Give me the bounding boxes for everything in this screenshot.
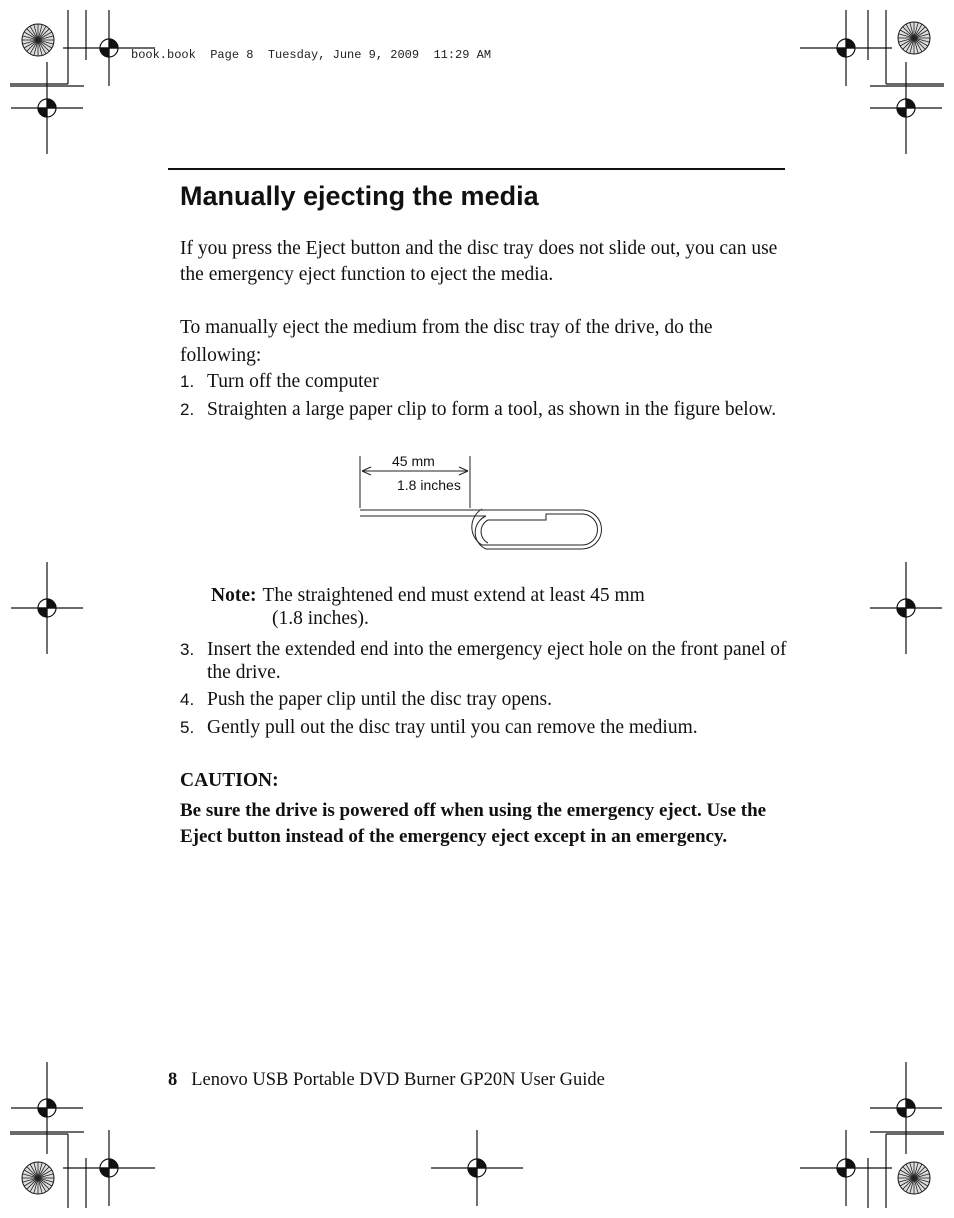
dimension-mm-label: 45 mm [392, 453, 435, 469]
step-text: Insert the extended end into the emergency eject hole on the front panel of the drive. [207, 639, 787, 683]
dimension-inches-label: 1.8 inches [397, 477, 461, 493]
note-block [211, 582, 771, 609]
note-text: The straightened end must extend at least 45 mm [262, 585, 645, 606]
paper-clip-figure [356, 452, 606, 554]
step-text: Gently pull out the disc tray until you can remove the medium. [207, 717, 698, 738]
step-text: Turn off the computer [207, 371, 379, 392]
step-number: 4. [180, 690, 195, 709]
note-text-continued: (1.8 inches). [272, 608, 369, 629]
caution-text: Be sure the drive is powered off when using the emergency eject. Use the Eject button instead of the emergency eject except in an emergency. [180, 800, 767, 847]
intro-paragraph: If you press the Eject button and the disc tray does not slide out, you can use the emergency eject function to eject the media. [180, 238, 778, 285]
step-number: 5. [180, 718, 195, 737]
step-text: Push the paper clip until the disc tray opens. [207, 689, 552, 710]
step-number: 2. [180, 400, 195, 419]
footer-title: Lenovo USB Portable DVD Burner GP20N User Guide [191, 1070, 605, 1090]
step-text: Straighten a large paper clip to form a tool, as shown in the figure below. [207, 399, 777, 420]
page-number: 8 [168, 1070, 178, 1090]
page-title: Manually ejecting the media [180, 181, 539, 211]
caution-heading: CAUTION: [180, 770, 279, 791]
instructions-paragraph: To manually eject the medium from the disc tray of the drive, do the following: [180, 317, 713, 366]
heading-rule [168, 168, 785, 170]
step-number: 3. [180, 640, 195, 659]
step-number: 1. [180, 372, 195, 391]
page-footer [168, 1070, 605, 1091]
header-print-stamp: book.book Page 8 Tuesday, June 9, 2009 11:29 AM [131, 48, 492, 62]
note-label: Note: [211, 585, 257, 606]
